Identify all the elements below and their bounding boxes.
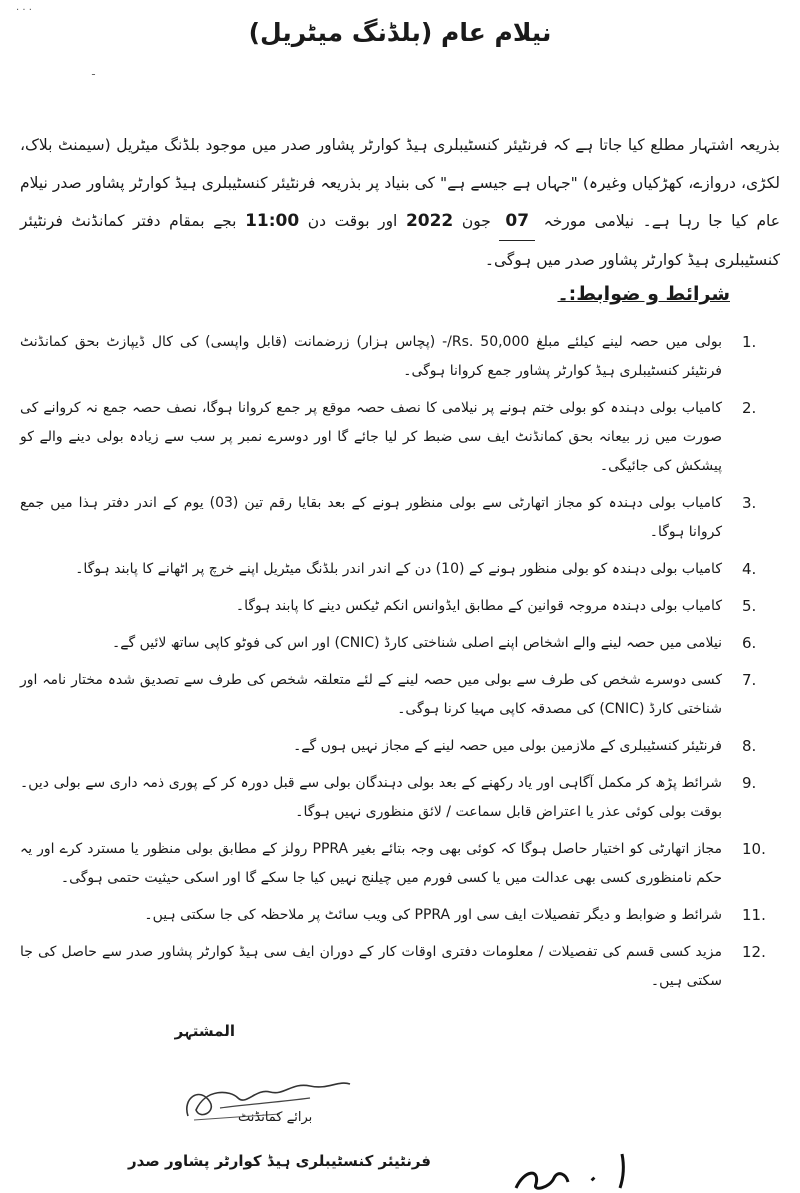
condition-number: 7. xyxy=(742,671,757,689)
condition-number: 6. xyxy=(742,634,757,652)
intro-month: جون xyxy=(461,211,491,230)
condition-text: کامیاب بولی دہندہ کو مجاز اتھارٹی سے بولی منظور ہونے کے بعد بقایا رقم تین (03) یوم کے اندر دفتر ہذا میں جمع کروانا ہوگا۔ xyxy=(20,495,722,540)
condition-number: 12. xyxy=(742,943,766,961)
condition-text: کامیاب بولی دہندہ کو بولی منظور ہونے کے (10) دن کے اندر اندر بلڈنگ میٹریل اپنے خرچ پر اٹھانے کا پابند ہوگا۔ xyxy=(75,561,722,577)
condition-text: مجاز اتھارٹی کو اختیار حاصل ہوگا کہ کوئی بھی وجہ بتائے بغیر PPRA رولز کے مطابق بولی منظور یا مسترد کرے اور یہ حکم نامنظوری کسی بھی عدالت میں یا کسی فورم میں چیلنج نہیں کیا جا سکے گا اور اسکی حیثیت حتمی ہوگی۔ xyxy=(20,841,723,886)
document-title: نیلام عام (بلڈنگ میٹریل) xyxy=(248,18,552,47)
condition-item xyxy=(20,489,790,547)
condition-item xyxy=(20,901,790,930)
condition-text: کامیاب بولی دہندہ کو بولی ختم ہونے پر نیلامی کا نصف حصہ موقع پر جمع کروانا ہوگا، نصف حصہ جمع نہ کروانے کی صورت میں زر بیعانہ بحق کمانڈنٹ ایف سی ضبط کر لیا جائے گا اور دوسرے نمبر پر سب سے زیادہ بولی دینے والے کو پیشکش کی جائیگی۔ xyxy=(20,400,722,474)
scan-speck: ـ xyxy=(92,67,95,78)
signature-for-label: برائے کمانڈنٹ xyxy=(238,1110,313,1125)
condition-number: 8. xyxy=(742,737,757,755)
condition-number: 10. xyxy=(742,840,766,858)
condition-number: 3. xyxy=(742,494,757,512)
condition-item xyxy=(20,732,790,761)
intro-venue: بجے بمقام دفتر کمانڈنٹ فرنٹیئر کنسٹیبلری ہیڈ کوارٹر پشاور صدر میں ہوگی۔ xyxy=(20,211,780,269)
condition-text: فرنٹیئر کنسٹیبلری کے ملازمین بولی میں حصہ لینے کے مجاز نہیں ہوں گے۔ xyxy=(293,738,722,754)
condition-text: مزید کسی قسم کی تفصیلات / معلومات دفتری اوقات کار کے دوران ایف سی ہیڈ کوارٹر پشاور صدر سے حاصل کی جا سکتی ہیں۔ xyxy=(20,944,722,989)
condition-number: 9. xyxy=(742,774,757,792)
condition-number: 4. xyxy=(742,560,757,578)
handwritten-signature xyxy=(160,1068,360,1138)
conditions-heading: شرائط و ضوابط:۔ xyxy=(557,283,730,305)
conditions-list xyxy=(20,328,790,1004)
condition-text: بولی میں حصہ لینے کیلئے مبلغ Rs. 50,000/- (پچاس ہزار) زرضمانت (قابل واپسی) کی کال ڈیپازٹ بحق کمانڈنٹ فرنٹیئر کنسٹیبلری ہیڈ کوارٹر پشاور جمع کروانا ہوگی۔ xyxy=(20,334,722,379)
condition-number: 11. xyxy=(742,906,766,924)
ink-scribble xyxy=(510,1148,670,1193)
intro-time-label: اور بوقت دن xyxy=(307,211,398,230)
condition-text: کسی دوسرے شخص کی طرف سے بولی میں حصہ لینے کے لئے متعلقہ شخص کی طرف سے تصدیق شدہ مختار نامہ اور شناختی کارڈ (CNIC) کی مصدقہ کاپی مہیا کرنا ہوگی۔ xyxy=(20,672,722,717)
auction-time: 11:00 xyxy=(245,210,300,231)
condition-item xyxy=(20,555,790,584)
condition-text: نیلامی میں حصہ لینے والے اشخاص اپنے اصلی شناختی کارڈ (CNIC) اور اس کی فوٹو کاپی ساتھ لائیں گے۔ xyxy=(112,635,722,651)
intro-text: بذریعہ اشتہار مطلع کیا جاتا ہے کہ فرنٹیئر کنسٹیبلری ہیڈ کوارٹر پشاور صدر میں موجود بلڈنگ میٹریل (سیمنٹ بلاک، لکڑی، دروازے، کھڑکیاں وغیرہ) "جہاں ہے جیسے ہے" کی بنیاد پر بذریعہ فرنٹیئر کنسٹیبلری ہیڈ کوارٹر پشاور صدر نیلام عام کیا جا رہا ہے۔ نیلامی مورخہ xyxy=(20,135,781,230)
condition-item xyxy=(20,835,790,893)
auction-year: 2022 xyxy=(405,210,454,231)
condition-number: 2. xyxy=(742,399,757,417)
intro-paragraph xyxy=(20,126,780,279)
condition-item xyxy=(20,629,790,658)
condition-text: کامیاب بولی دہندہ مروجہ قوانین کے مطابق ایڈوانس انکم ٹیکس دینے کا پابند ہوگا۔ xyxy=(235,598,722,614)
condition-item xyxy=(20,328,790,386)
condition-item xyxy=(20,769,790,827)
issuing-office: فرنٹیئر کنسٹیبلری ہیڈ کوارٹر پشاور صدر xyxy=(128,1152,432,1170)
advertiser-label: المشتہر xyxy=(174,1022,235,1040)
condition-text: شرائط و ضوابط و دیگر تفصیلات ایف سی اور PPRA کی ویب سائٹ پر ملاحظہ کی جا سکتی ہیں۔ xyxy=(144,907,722,923)
condition-item xyxy=(20,938,790,996)
condition-number: 1. xyxy=(742,333,757,351)
condition-text: شرائط پڑھ کر مکمل آگاہی اور یاد رکھنے کے بعد بولی دہندگان بولی سے قبل دورہ کر کے پوری ذمہ داری سے بولی دیں۔ بوقت بولی کوئی عذر یا اعتراض قابل سماعت / لائق منظوری نہیں ہوگا۔ xyxy=(20,775,722,820)
condition-item xyxy=(20,592,790,621)
auction-day: 07 xyxy=(499,202,535,241)
scan-speck: · · · xyxy=(16,5,32,16)
condition-item xyxy=(20,394,790,481)
condition-number: 5. xyxy=(742,597,757,615)
condition-item xyxy=(20,666,790,724)
